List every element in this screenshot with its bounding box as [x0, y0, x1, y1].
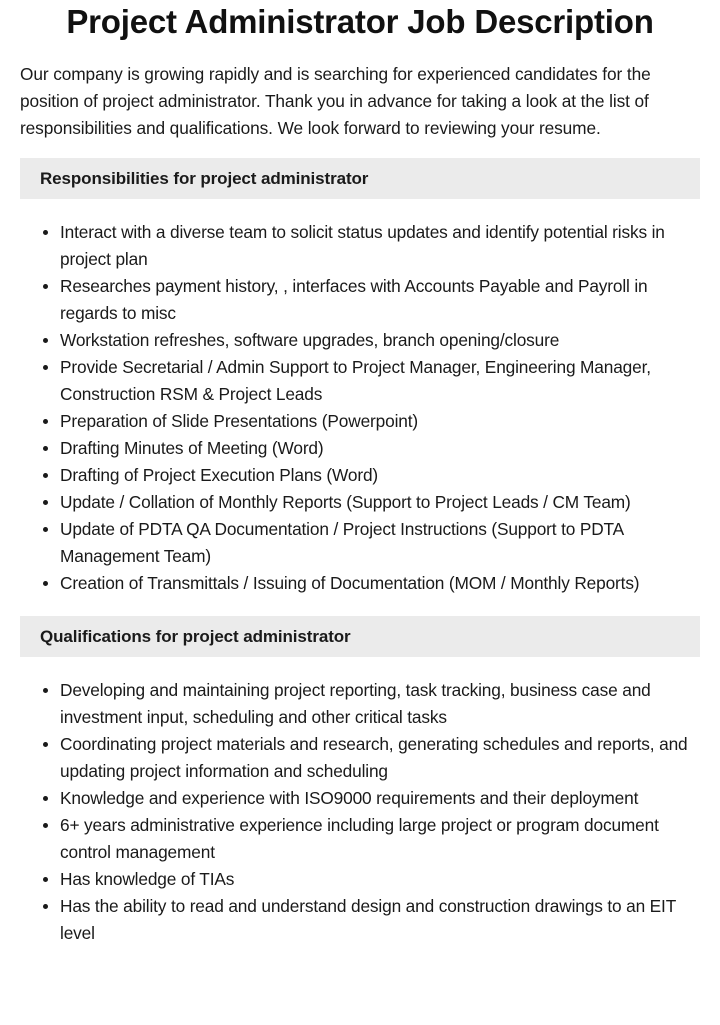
list-item — [60, 866, 700, 893]
bullet-icon — [43, 230, 48, 235]
qualifications-list — [20, 677, 700, 947]
bullet-icon — [43, 877, 48, 882]
bullet-icon — [43, 904, 48, 909]
bullet-icon — [43, 527, 48, 532]
list-item — [60, 489, 700, 516]
bullet-icon — [43, 446, 48, 451]
bullet-icon — [43, 500, 48, 505]
list-item-text: Preparation of Slide Presentations (Powerpoint) — [60, 411, 418, 431]
list-item — [60, 785, 700, 812]
list-item-text: Workstation refreshes, software upgrades, branch opening/closure — [60, 330, 560, 350]
bullet-icon — [43, 338, 48, 343]
list-item-text: Update of PDTA QA Documentation / Project Instructions (Support to PDTA Management Team) — [60, 519, 624, 566]
list-item — [60, 893, 700, 947]
bullet-icon — [43, 796, 48, 801]
list-item — [60, 408, 700, 435]
list-item-text: Creation of Transmittals / Issuing of Documentation (MOM / Monthly Reports) — [60, 573, 640, 593]
list-item — [60, 327, 700, 354]
bullet-icon — [43, 823, 48, 828]
list-item — [60, 731, 700, 785]
list-item-text: Provide Secretarial / Admin Support to Project Manager, Engineering Manager, Construction RSM & Project Leads — [60, 357, 651, 404]
bullet-icon — [43, 742, 48, 747]
list-item — [60, 462, 700, 489]
list-item-text: Developing and maintaining project reporting, task tracking, business case and investment input, scheduling and other critical tasks — [60, 680, 651, 727]
list-item-text: Researches payment history, , interfaces with Accounts Payable and Payroll in regards to misc — [60, 276, 648, 323]
list-item-text: Has knowledge of TIAs — [60, 869, 235, 889]
list-item-text: Update / Collation of Monthly Reports (Support to Project Leads / CM Team) — [60, 492, 631, 512]
list-item — [60, 570, 700, 597]
bullet-icon — [43, 473, 48, 478]
responsibilities-heading: Responsibilities for project administrator — [20, 158, 700, 199]
list-item — [60, 219, 700, 273]
list-item — [60, 812, 700, 866]
bullet-icon — [43, 284, 48, 289]
bullet-icon — [43, 581, 48, 586]
list-item — [60, 435, 700, 462]
qualifications-heading: Qualifications for project administrator — [20, 616, 700, 657]
page-title: Project Administrator Job Description — [66, 3, 654, 40]
list-item-text: Has the ability to read and understand design and construction drawings to an EIT level — [60, 896, 676, 943]
bullet-icon — [43, 419, 48, 424]
responsibilities-list — [20, 219, 700, 597]
list-item — [60, 677, 700, 731]
intro-paragraph: Our company is growing rapidly and is searching for experienced candidates for the position of project administrator. Thank you in advance for taking a look at the list of responsibilities and qualifications. We look forward to reviewing your resume. — [20, 64, 651, 138]
list-item — [60, 273, 700, 327]
list-item-text: Coordinating project materials and research, generating schedules and reports, and updating project information and scheduling — [60, 734, 688, 781]
list-item-text: Interact with a diverse team to solicit status updates and identify potential risks in project plan — [60, 222, 665, 269]
bullet-icon — [43, 688, 48, 693]
list-item — [60, 354, 700, 408]
bullet-icon — [43, 365, 48, 370]
list-item — [60, 516, 700, 570]
list-item-text: Drafting of Project Execution Plans (Word) — [60, 465, 379, 485]
list-item-text: Knowledge and experience with ISO9000 requirements and their deployment — [60, 788, 639, 808]
list-item-text: 6+ years administrative experience including large project or program document control management — [60, 815, 659, 862]
list-item-text: Drafting Minutes of Meeting (Word) — [60, 438, 324, 458]
